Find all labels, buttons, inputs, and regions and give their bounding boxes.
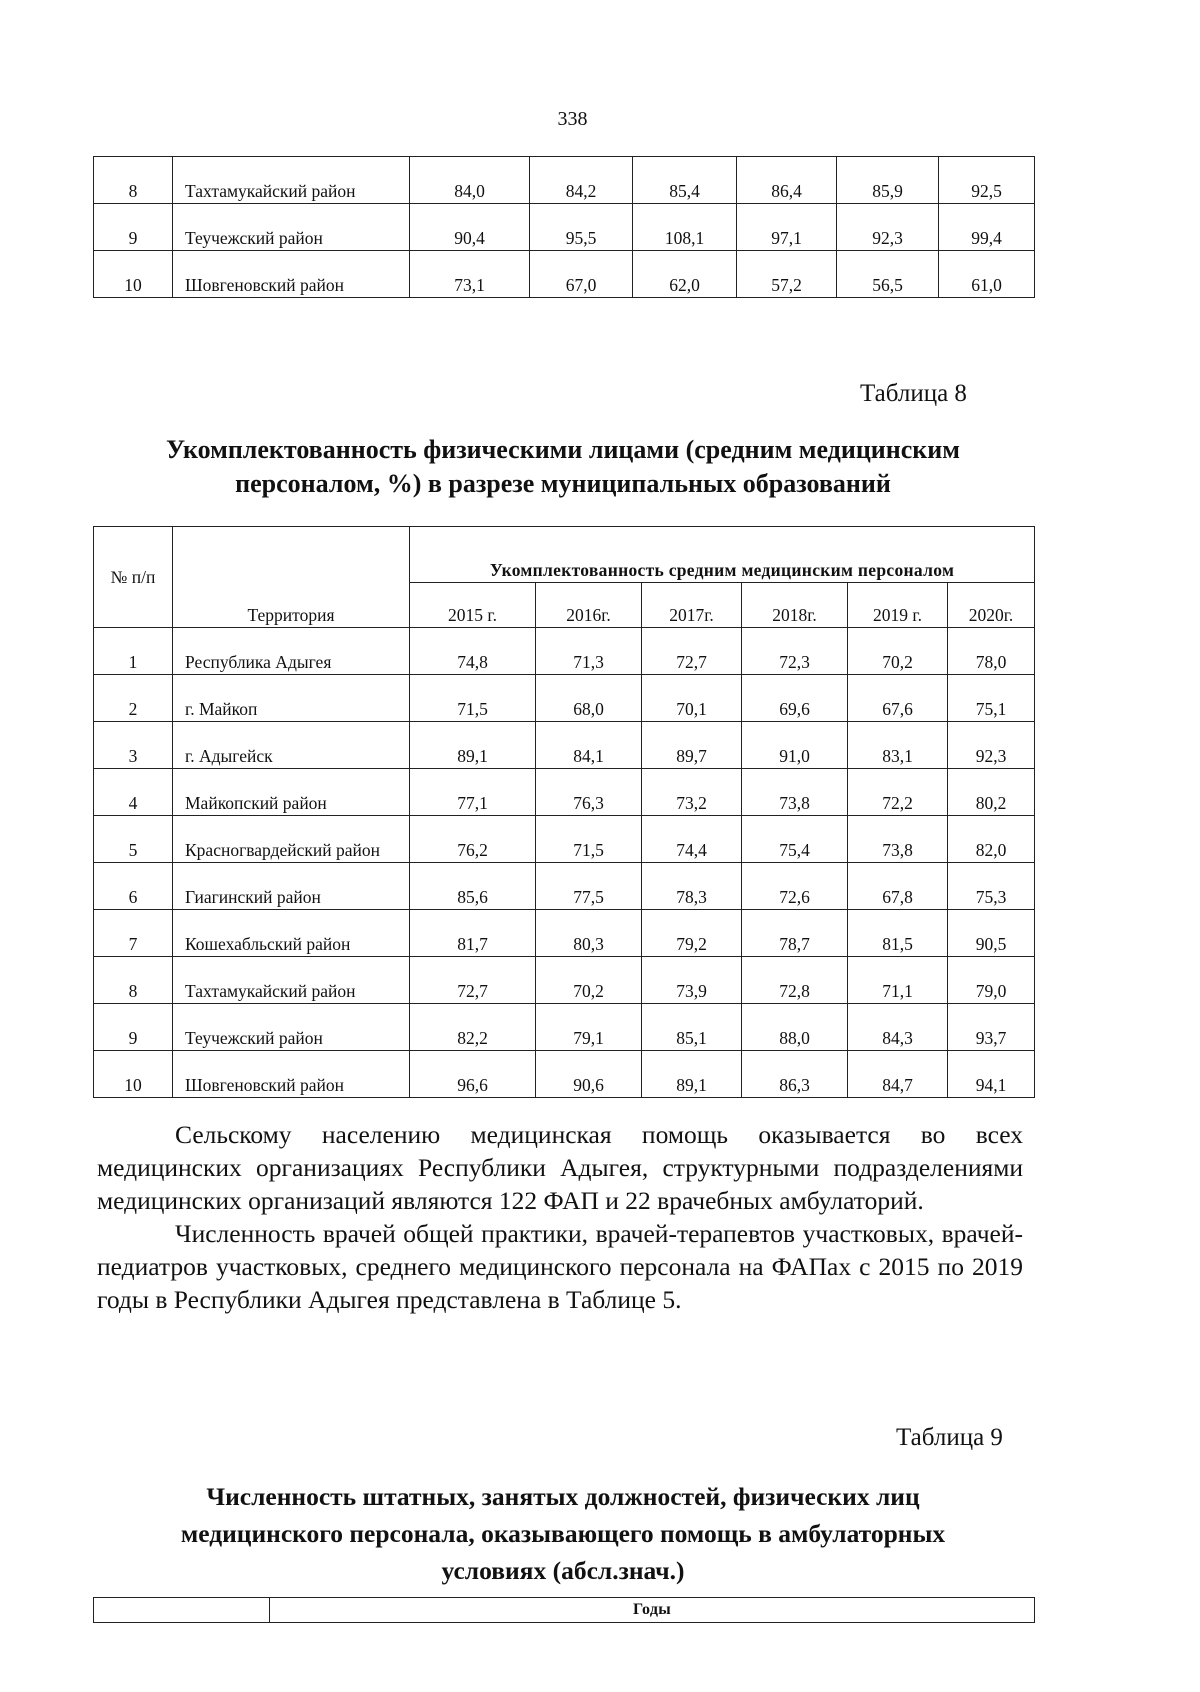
value-cell: 92,3	[948, 722, 1035, 769]
value-cell: 67,6	[848, 675, 948, 722]
paragraph-1: Сельскому населению медицинская помощь оказывается во всех медицинских организациях Республики Адыгея, структурными подразделениями медицинских организаций являются 122 ФАП и 22 врачебных амбулаторий.	[97, 1120, 1023, 1215]
table8	[93, 526, 1035, 1098]
territory-name: Республика Адыгея	[173, 628, 410, 675]
value-cell: 75,4	[742, 816, 848, 863]
value-cell: 70,1	[642, 675, 742, 722]
row-number: 2	[94, 675, 173, 722]
value-cell: 84,0	[410, 157, 530, 204]
row-number: 5	[94, 816, 173, 863]
value-cell: 92,3	[837, 204, 939, 251]
value-cell: 89,7	[642, 722, 742, 769]
value-cell: 93,7	[948, 1004, 1035, 1051]
value-cell: 86,4	[737, 157, 837, 204]
territory-name: Гиагинский район	[173, 863, 410, 910]
row-number: 1	[94, 628, 173, 675]
value-cell: 71,5	[536, 816, 642, 863]
value-cell: 69,6	[742, 675, 848, 722]
value-cell: 85,6	[410, 863, 536, 910]
table9-title	[90, 1478, 1036, 1589]
value-cell: 72,7	[410, 957, 536, 1004]
value-cell: 70,2	[536, 957, 642, 1004]
row-number: 8	[94, 957, 173, 1004]
table8-row	[94, 863, 1035, 910]
value-cell: 70,2	[848, 628, 948, 675]
value-cell: 73,8	[848, 816, 948, 863]
territory-name: г. Майкоп	[173, 675, 410, 722]
value-cell: 78,3	[642, 863, 742, 910]
row-number: 10	[94, 1051, 173, 1098]
territory-name: Теучежский район	[173, 1004, 410, 1051]
value-cell: 79,2	[642, 910, 742, 957]
continuation-table	[93, 156, 1035, 298]
value-cell: 61,0	[939, 251, 1035, 298]
value-cell: 74,4	[642, 816, 742, 863]
row-number: 10	[94, 251, 173, 298]
table9-title-line3: условиях (абсл.знач.)	[441, 1556, 685, 1585]
value-cell: 80,2	[948, 769, 1035, 816]
value-cell: 56,5	[837, 251, 939, 298]
value-cell: 91,0	[742, 722, 848, 769]
value-cell: 72,7	[642, 628, 742, 675]
page-number: 338	[557, 108, 588, 130]
value-cell: 72,8	[742, 957, 848, 1004]
territory-name: Шовгеновский район	[173, 251, 410, 298]
value-cell: 68,0	[536, 675, 642, 722]
value-cell: 81,5	[848, 910, 948, 957]
value-cell: 99,4	[939, 204, 1035, 251]
row-number: 9	[94, 204, 173, 251]
value-cell: 78,0	[948, 628, 1035, 675]
table8-row	[94, 675, 1035, 722]
value-cell: 73,1	[410, 251, 530, 298]
paragraph-2: Численность врачей общей практики, врачей-терапевтов участковых, врачей-педиатров участковых, среднего медицинского персонала на ФАПах с 2015 по 2019 годы в Республики Адыгея представлена в Таблице 5.	[97, 1219, 1023, 1314]
value-cell: 80,3	[536, 910, 642, 957]
table8-title-line2: персоналом, %) в разрезе муниципальных образований	[235, 469, 891, 498]
value-cell: 79,0	[948, 957, 1035, 1004]
row-number: 9	[94, 1004, 173, 1051]
value-cell: 77,1	[410, 769, 536, 816]
value-cell: 108,1	[633, 204, 737, 251]
territory-name: Майкопский район	[173, 769, 410, 816]
value-cell: 67,8	[848, 863, 948, 910]
territory-name: Теучежский район	[173, 204, 410, 251]
row-number: 7	[94, 910, 173, 957]
value-cell: 90,6	[536, 1051, 642, 1098]
table8-row	[94, 816, 1035, 863]
value-cell: 88,0	[742, 1004, 848, 1051]
table8-row	[94, 769, 1035, 816]
value-cell: 75,1	[948, 675, 1035, 722]
value-cell: 74,8	[410, 628, 536, 675]
table8-row	[94, 957, 1035, 1004]
table9-title-line2: медицинского персонала, оказывающего помощь в амбулаторных	[180, 1519, 946, 1548]
value-cell: 75,3	[948, 863, 1035, 910]
value-cell: 73,8	[742, 769, 848, 816]
value-cell: 71,1	[848, 957, 948, 1004]
table9-title-line1: Численность штатных, занятых должностей, физических лиц	[206, 1482, 920, 1511]
value-cell: 84,3	[848, 1004, 948, 1051]
table9-label: Таблица 9	[896, 1424, 1003, 1451]
table8-head-group: Укомплектованность средним медицинским персоналом	[410, 527, 1035, 583]
continuation-row	[94, 157, 1035, 204]
table8-head-num: № п/п	[94, 527, 173, 628]
table8-head-territory: Территория	[173, 527, 410, 628]
value-cell: 72,6	[742, 863, 848, 910]
value-cell: 92,5	[939, 157, 1035, 204]
territory-name: Тахтамукайский район	[173, 157, 410, 204]
value-cell: 71,5	[410, 675, 536, 722]
value-cell: 84,7	[848, 1051, 948, 1098]
table8-row	[94, 722, 1035, 769]
territory-name: Тахтамукайский район	[173, 957, 410, 1004]
row-number: 6	[94, 863, 173, 910]
value-cell: 73,9	[642, 957, 742, 1004]
value-cell: 78,7	[742, 910, 848, 957]
table9-head-empty	[94, 1598, 270, 1623]
value-cell: 96,6	[410, 1051, 536, 1098]
value-cell: 84,1	[536, 722, 642, 769]
value-cell: 84,2	[530, 157, 633, 204]
table8-row	[94, 1004, 1035, 1051]
territory-name: г. Адыгейск	[173, 722, 410, 769]
value-cell: 76,3	[536, 769, 642, 816]
value-cell: 72,2	[848, 769, 948, 816]
year-header: 2018г.	[742, 583, 848, 628]
table9-head-years: Годы	[270, 1598, 1035, 1623]
year-header: 2019 г.	[848, 583, 948, 628]
value-cell: 86,3	[742, 1051, 848, 1098]
value-cell: 72,3	[742, 628, 848, 675]
year-header: 2020г.	[948, 583, 1035, 628]
table8-row	[94, 628, 1035, 675]
table9	[93, 1597, 1035, 1623]
value-cell: 62,0	[633, 251, 737, 298]
value-cell: 71,3	[536, 628, 642, 675]
value-cell: 77,5	[536, 863, 642, 910]
value-cell: 76,2	[410, 816, 536, 863]
value-cell: 85,9	[837, 157, 939, 204]
value-cell: 82,0	[948, 816, 1035, 863]
value-cell: 89,1	[410, 722, 536, 769]
value-cell: 97,1	[737, 204, 837, 251]
row-number: 3	[94, 722, 173, 769]
table8-row	[94, 910, 1035, 957]
value-cell: 90,5	[948, 910, 1035, 957]
table8-label: Таблица 8	[860, 380, 967, 407]
value-cell: 85,1	[642, 1004, 742, 1051]
value-cell: 73,2	[642, 769, 742, 816]
year-header: 2017г.	[642, 583, 742, 628]
year-header: 2016г.	[536, 583, 642, 628]
row-number: 4	[94, 769, 173, 816]
value-cell: 67,0	[530, 251, 633, 298]
body-text	[97, 1118, 1023, 1316]
territory-name: Шовгеновский район	[173, 1051, 410, 1098]
territory-name: Красногвардейский район	[173, 816, 410, 863]
value-cell: 89,1	[642, 1051, 742, 1098]
table8-title	[90, 433, 1036, 501]
value-cell: 85,4	[633, 157, 737, 204]
value-cell: 95,5	[530, 204, 633, 251]
value-cell: 57,2	[737, 251, 837, 298]
value-cell: 83,1	[848, 722, 948, 769]
continuation-row	[94, 204, 1035, 251]
continuation-row	[94, 251, 1035, 298]
value-cell: 94,1	[948, 1051, 1035, 1098]
value-cell: 79,1	[536, 1004, 642, 1051]
year-header: 2015 г.	[410, 583, 536, 628]
value-cell: 90,4	[410, 204, 530, 251]
table8-title-line1: Укомплектованность физическими лицами (средним медицинским	[166, 435, 960, 464]
value-cell: 82,2	[410, 1004, 536, 1051]
value-cell: 81,7	[410, 910, 536, 957]
row-number: 8	[94, 157, 173, 204]
territory-name: Кошехабльский район	[173, 910, 410, 957]
table8-row	[94, 1051, 1035, 1098]
